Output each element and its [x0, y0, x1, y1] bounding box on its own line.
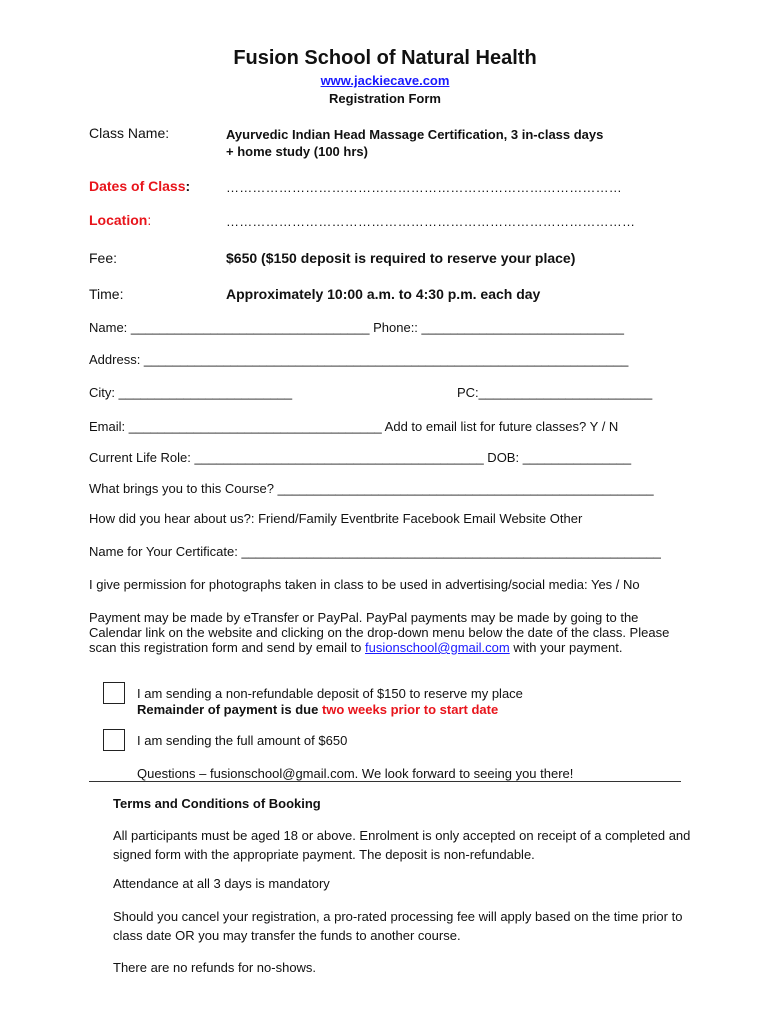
time-label: Time:: [89, 286, 124, 302]
remainder-note-deadline: two weeks prior to start date: [321, 702, 499, 717]
fee-value: $650 ($150 deposit is required to reserve your place): [226, 250, 576, 266]
website-link[interactable]: www.jackiecave.com: [320, 73, 450, 88]
form-subtitle: Registration Form: [329, 91, 441, 106]
certificate-name-field[interactable]: Name for Your Certificate: __________________________________________________________: [89, 544, 661, 559]
dates-value: ………………………………………………………………………………: [226, 180, 622, 195]
dates-label-colon: :: [185, 178, 191, 194]
full-amount-checkbox[interactable]: [103, 729, 125, 751]
terms-paragraph-attendance: Attendance at all 3 days is mandatory: [113, 876, 330, 891]
terms-paragraph-refunds: There are no refunds for no-shows.: [113, 960, 317, 975]
section-divider: [89, 781, 681, 782]
payment-instructions: [89, 610, 689, 655]
class-name-value-line2: + home study (100 hrs): [226, 144, 368, 159]
remainder-note: [137, 702, 498, 717]
dates-label-text: Dates of Class: [89, 178, 186, 194]
pc-field[interactable]: PC:________________________: [457, 385, 653, 400]
deposit-option-label: I am sending a non-refundable deposit of $150 to reserve my place: [137, 686, 523, 701]
terms-paragraph-age: All participants must be aged 18 or above. Enrolment is only accepted on receipt of a completed and signed form with the appropriate payment. The deposit is non-refundable.: [113, 828, 691, 862]
photo-permission-field[interactable]: I give permission for photographs taken in class to be used in advertising/social media: Yes / No: [89, 577, 640, 592]
remainder-note-bold: Remainder of payment is due: [137, 702, 322, 717]
payment-text-after: with your payment.: [509, 640, 623, 655]
referral-source-field[interactable]: How did you hear about us?: Friend/Family Eventbrite Facebook Email Website Other: [89, 511, 583, 526]
email-link[interactable]: fusionschool@gmail.com: [365, 640, 510, 655]
city-field[interactable]: City: ________________________: [89, 385, 293, 400]
fee-label: Fee:: [89, 250, 118, 266]
terms-heading: Terms and Conditions of Booking: [113, 796, 321, 811]
class-name-label: Class Name:: [89, 125, 170, 141]
location-label-colon: :: [147, 212, 152, 228]
deposit-checkbox[interactable]: [103, 682, 125, 704]
full-amount-option-label: I am sending the full amount of $650: [137, 733, 348, 748]
course-reason-field[interactable]: What brings you to this Course? ____________________________________________________: [89, 481, 654, 496]
name-phone-field[interactable]: Name: _________________________________ Phone:: ____________________________: [89, 320, 624, 335]
questions-note: Questions – fusionschool@gmail.com. We look forward to seeing you there!: [137, 766, 574, 781]
location-value: …………………………………………………………………………………: [226, 214, 636, 229]
page-title: Fusion School of Natural Health: [233, 47, 537, 69]
dates-label: [89, 178, 190, 194]
payment-text-before: Payment may be made by eTransfer or PayPal. PayPal payments may be made by going to the Calendar link on the website and clicking on the drop-down menu below the date of the class. Please scan this registration form and send by email to: [89, 610, 670, 655]
location-label-text: Location: [89, 212, 148, 228]
class-name-value-line1: Ayurvedic Indian Head Massage Certification, 3 in-class days: [226, 127, 604, 142]
location-label: [89, 212, 151, 228]
address-field[interactable]: Address: ___________________________________________________________________: [89, 352, 629, 367]
email-field[interactable]: Email: ___________________________________ Add to email list for future classes? Y / N: [89, 419, 619, 434]
life-role-dob-field[interactable]: Current Life Role: ________________________________________ DOB: _______________: [89, 450, 632, 465]
terms-paragraph-cancellation: Should you cancel your registration, a pro-rated processing fee will apply based on the time prior to class date OR you may transfer the funds to another course.: [113, 909, 683, 943]
time-value: Approximately 10:00 a.m. to 4:30 p.m. each day: [226, 286, 541, 302]
